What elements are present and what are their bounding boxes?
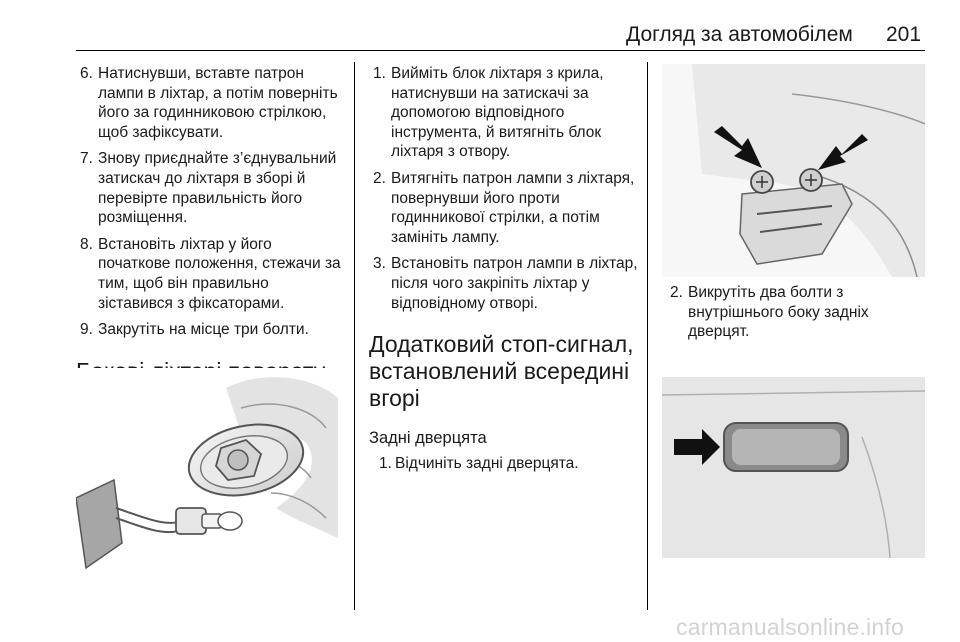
list-item: 9. Закрутіть на місце три болти. [80, 321, 309, 339]
column-2 [369, 64, 641, 481]
column-divider-1 [354, 62, 355, 610]
side-indicator-lamp-illustration [76, 368, 338, 578]
high-brake-light-illustration [662, 377, 925, 558]
steps-list-col1 [76, 64, 348, 340]
list-item: 1. Відчиніть задні дверцята. [379, 455, 579, 473]
list-item: 2. Викрутіть два болти з внутрішнього боку задніх дверцят. [670, 284, 869, 341]
column-3 [666, 283, 930, 349]
section-title-high-brake-light: Додатковий стоп-сигнал, встановлений всередині вгорі [369, 331, 634, 412]
list-item: 8. Встановіть ліхтар у його початкове положення, стежачи за тим, щоб він правильно зіставився з фіксаторами. [80, 235, 341, 312]
list-item: 6. Натиснувши, вставте патрон лампи в ліхтар, а потім поверніть його за годинниковою стрілкою, щоб зафіксувати. [80, 65, 338, 141]
steps-list-col2 [369, 64, 641, 313]
list-item: 3. Встановіть патрон лампи в ліхтар, після чого закріпіть ліхтар у відповідному отворі. [373, 255, 638, 312]
subsection-title-rear-doors: Задні дверцята [369, 429, 487, 448]
rear-door-bolts-illustration [662, 64, 925, 277]
steps-list-rear-doors [369, 454, 641, 474]
watermark: carmanualsonline.info [676, 614, 904, 640]
list-item: 2. Витягніть патрон лампи з ліхтаря, повернувши його проти годинникової стрілки, а потім замініть лампу. [373, 169, 635, 246]
header-rule [76, 50, 925, 51]
steps-list-col3 [666, 283, 930, 342]
page-number: 201 [886, 23, 922, 46]
column-divider-2 [647, 62, 648, 610]
list-item: 1. Вийміть блок ліхтаря з крила, натиснувши на затискачі за допомогою відповідного інструмента, й витягніть блок ліхтаря з отвору. [373, 65, 604, 161]
column-1 [76, 64, 348, 401]
list-item: 7. Знову приєднайте з’єднувальний затискач до ліхтаря в зборі й перевірте правильність його розміщення. [80, 150, 337, 227]
running-header-title: Догляд за автомобілем [626, 23, 853, 46]
